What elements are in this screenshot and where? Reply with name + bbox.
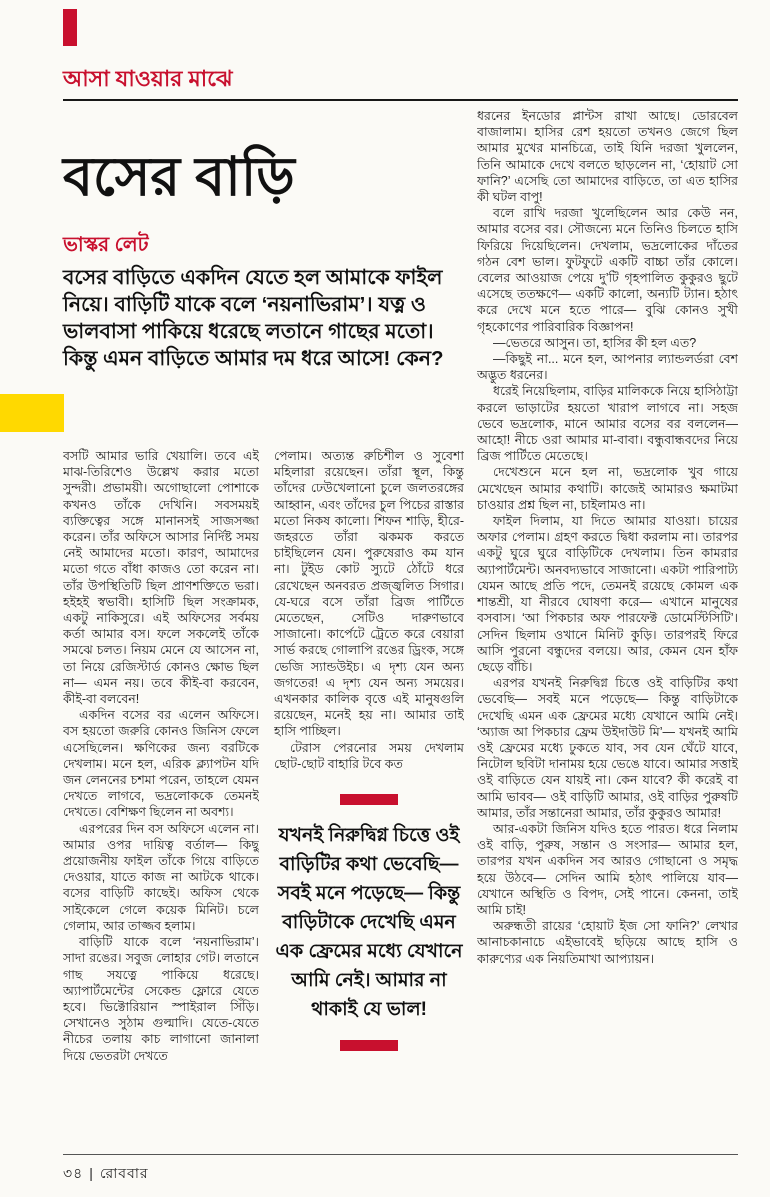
article-title: বসের বাড়ি (63, 147, 295, 207)
paragraph: বাড়িটি যাকে বলে ‘নয়নাভিরাম’। সাদা রঙের। সবুজ লোহার গেট। লতানে গাছ সযত্নে পাকিয়ে ধরেছে। অ্যাপার্টমেন্টের সেকেন্ড ফ্লোরে যেতে হবে। ভিক্টোরিয়ান স্পাইরাল সিঁড়ি। সেখানেও সুঠাম গুল্মাদি। যেতে-যেতে নীচের তলায় কাচ লাগানো জানালা দিয়ে ভেতরটা দেখতে (63, 935, 259, 1063)
article-standfirst: বসের বাড়িতে একদিন যেতে হল আমাকে ফাইল নিয়ে। বাড়িটি যাকে বলে ‘নয়নাভিরাম’। যত্ন ও ভালবাসা পাকিয়ে ধরেছে লতানে গাছের মতো। কিন্তু এমন বাড়িতে আমার দম ধরে আসে! কেন? (63, 266, 444, 370)
paragraph: ধরেই নিয়েছিলাম, বাড়ির মালিককে নিয়ে হাসিঠাট্টা করলে ভাড়াটের হয়তো খারাপ লাগবে না। সহজ ভেবে ভদ্রলোক, মানে আমার বসের বর বললেন— আহো! নীচে ওরা আমার মা-বাবা। বন্ধুবান্ধবদের নিয়ে ব্রিজ পার্টিতে মেতেছে। (477, 384, 738, 464)
paragraph: পেলাম। অত্যন্ত রুচিশীল ও সুবেশা মহিলারা রয়েছেন। তাঁরা স্থূল, কিন্তু তাঁদের ঢেউখেলানো চুলে জলতরঙ্গের আহ্বান, এবং তাঁদের চুল পিচের রাস্তার মতো নিকষ কালো। শিফন শাড়ি, হীরে-জহরতে তাঁরা ঝকমক করতে চাইছিলেন যেন। পুরুষেরাও কম যান না। টুইড কোট স্যুটে ঠোঁটে ধরে রেখেছেন অনবরত প্রজ্জ্বলিত সিগার। যে-ঘরে বসে তাঁরা ব্রিজ পার্টিতে মেতেছেন, সেটিও দারুণভাবে সাজানো। কার্পেটে ট্রেতে করে বেয়ারা সার্ভ করছে গোলাপি রঙের ড্রিংক, সঙ্গে ভেজি স্যান্ডউইচ। এ দৃশ্য যেন অন্য জগতের! এ দৃশ্য যেন অন্য সময়ের। এখনকার কালিক বৃত্তে এই মানুষগুলি রয়েছেন, মনেই হয় না। আমার তাই হাসি পাচ্ছিল। (274, 449, 464, 739)
red-corner-mark (63, 9, 77, 46)
paragraph: এরপরের দিন বস অফিসে এলেন না। আমার ওপর দায়িত্ব বর্তাল— কিছু প্রয়োজনীয় ফাইল তাঁকে গিয়ে বাড়িতে দেওয়ার, যাতে কাজ না আটকে থাকে। বসের বাড়িটি কাছেই। অফিস থেকে সাইকেলে গেলে কয়েক মিনিট। চলে গেলাম, আর তাজ্জব হলাম। (63, 821, 259, 933)
paragraph: এরপর যখনই নিরুদ্বিগ্ন চিত্তে ওই বাড়িটির কথা ভেবেছি— সবই মনে পড়েছে— কিন্তু বাড়িটাকে দেখেছি এমন এক ফ্রেমের মধ্যে যেখানে আমি নেই। ‘অ্যাজ আ পিকচার ফ্রেম উইদাউট মি’— যখনই আমি ওই ফ্রেমের মধ্যে ঢুকতে যাব, সব যেন ঘেঁটে যাবে, নিটোল ছবিটা দানাময় হয়ে ভেঙে যাবে। আমার সত্তাই ওই বাড়িতে যেন যায়ই না। কেন যাবে? কী করেই বা আমি ভাবব— ওই বাড়িটি আমার, ওই বাড়ির পুরুষটি আমার, তাঁর সন্তানেরা আমার, তাঁর কুকুরও আমার! (477, 676, 738, 820)
article-author: ভাস্কর লেট (63, 234, 149, 256)
section-header: আসা যাওয়ার মাঝে (63, 66, 233, 91)
paragraph: বলে রাখি দরজা খুলেছিলেন আর কেউ নন, আমার বসের বর। সৌজন্যে মনে তিনিও চিলতে হাসি ফিরিয়ে দিয়েছিলেন। দেখলাম, ভদ্রলোকের দাঁতের গঠন বেশ ভাল। ফুটফুটে একটি বাচ্চা তাঁর কোলে। বেলের আওয়াজ পেয়ে দু’টি গৃহপালিত কুকুরও ছুটে এসেছে ততক্ষণে— একটি কালো, অন্যটি ট্যান। হঠাৎ করে দেখে মনে হতে পারে— বুঝি কোনও সুখী গৃহকোণের পারিবারিক বিজ্ঞাপন! (477, 206, 738, 334)
page-footer (63, 1162, 149, 1186)
paragraph: বসটি আমার ভারি খেয়ালি। তবে এই মাঝ-তিরিশেও উল্লেখ করার মতো সুন্দরী। প্রভাময়ী। অগোছালো পোশাকে কখনও তাঁকে দেখিনি। সবসময়ই ব্যক্তিত্বের সঙ্গে মানানসই সাজসজ্জা করেন। তাঁর অফিসে আসার নির্দিষ্ট সময় নেই আমাদের মতো। কারণ, আমাদের মতো গতে বাঁধা কাজও তো করেন না। তাঁর উপস্থিতিটি ছিল প্রাণশক্তিতে ভরা। হইহই স্বভাবী। হাসিটি ছিল সংক্রামক, একটু নাকিসুরে। এই অফিসের সর্বময় কর্তা আমার বস। ফলে সকলেই তাঁকে সমঝে চলত। নিয়ম মেনে যে আসেন না, তা নিয়ে রেজিস্টার্ড কোনও ক্ষোভ ছিল না— এমন নয়। তবে কীই-বা করবেন, কীই-বা বলবেন! (63, 449, 259, 707)
paragraph: টেরাস পেরনোর সময় দেখলাম ছোট-ছোট বাহারি টবে কত (274, 740, 464, 771)
paragraph: ফাইল দিলাম, যা দিতে আমার যাওয়া। চায়ের অফার পেলাম। গ্রহণ করতে দ্বিধা করলাম না। তারপর একটু ঘুরে ঘুরে বাড়িটিকে দেখলাম। তিন কামরার অ্যাপার্টমেন্ট। অনবদ্যভাবে সাজানো। একটা পারিপাট্য যেমন আছে প্রতি পদে, তেমনই রয়েছে কোমল এক শান্তশ্রী, যা নীরবে ঘোষণা করে— এখানে মানুষের বসবাস। ‘আ পিকচার অফ পারফেক্ট ডোমেস্টিসিটি’। সেদিন ছিলাম ওখানে মিনিট কুড়ি। তারপরই ফিরে আসি পুরনো বন্ধুদের বলয়ে। আর, কেমন যেন হাঁফ ছেড়ে বাঁচি। (477, 514, 738, 674)
footer-separator: | (89, 1165, 94, 1181)
magazine-name: রোববার (99, 1165, 149, 1181)
column-2-paragraphs (274, 448, 464, 772)
paragraph: দেখেশুনে মনে হল না, ভদ্রলোক খুব গায়ে মেখেছেন আমার কথাটি। কাজেই আমারও ক্ষমাটমা চাওয়ার প্রশ্ন ছিল না, চাইলামও না। (477, 465, 738, 512)
pullquote-bottom-bar (340, 1040, 398, 1051)
header-rule (63, 99, 738, 101)
body-column-3 (477, 108, 738, 1152)
body-column-2 (274, 448, 464, 1152)
paragraph: —কিছুই না... মনে হল, আপনার ল্যান্ডলর্ডরা বেশ অদ্ভুত ধরনের। (477, 352, 738, 383)
footer-rule (63, 1154, 738, 1155)
page-number: ৩৪ (63, 1165, 84, 1181)
paragraph: একদিন বসের বর এলেন অফিসে। বস হয়তো জরুরি কোনও জিনিস ফেলে এসেছিলেন। ক্ষণিকের জন্য বরটিকে দেখলাম। মনে হল, এরিক ক্ল্যাপটন যদি জন লেননের চশমা পরেন, তাহলে যেমন দেখতে লাগবে, ভদ্রলোককে তেমনই দেখতে। বেশিক্ষণ ছিলেন না অবশ্য। (63, 708, 259, 820)
paragraph: ধরনের ইনডোর প্লান্টস রাখা আছে। ডোরবেল বাজালাম। হাসির রেশ হয়তো তখনও জেগে ছিল আমার মুখের মানচিত্রে, তাই যিনি দরজা খুললেন, তিনি আমাকে দেখে বলতে ছাড়লেন না, ‘হোয়াট সো ফানি?’ এসেছি তো আমাদের বাড়িতে, তা এত হাসির কী ঘটল বাপু! (477, 109, 738, 205)
paragraph: —ভেতরে আসুন। তা, হাসির কী হল এত? (493, 335, 697, 350)
pullquote-text: যখনই নিরুদ্বিগ্ন চিত্তে ওই বাড়িটির কথা ভেবেছি— সবই মনে পড়েছে— কিন্তু বাড়িটাকে দেখেছি এমন এক ফ্রেমের মধ্যে যেখানে আমি নেই। আমার না থাকাই যে ভাল! (275, 825, 463, 1021)
pullquote-block (274, 794, 464, 1051)
pullquote-top-bar (340, 794, 398, 805)
body-column-1 (63, 448, 259, 1152)
yellow-margin-mark (0, 394, 64, 432)
paragraph: আর-একটা জিনিস যদিও হতে পারত। ধরে নিলাম ওই বাড়ি, পুরুষ, সন্তান ও সংসার— আমার হল, তারপর যখন একদিন সব আরও গোছানো ও সমৃদ্ধ হয়ে উঠবে— সেদিন আমি হঠাৎ পালিয়ে যাব— যেখানে অস্থিতি ও বিপদ, সেই পানে। কেননা, তাই আমি চাই! (477, 821, 738, 917)
paragraph: অরুন্ধতী রায়ের ‘হোয়াট ইজ সো ফানি?’ লেখার আনাচকানাচে এইভাবেই ছড়িয়ে আছে হাসি ও কারুণ্যের এক নিয়তিমাখা আপ্যায়ন। (477, 919, 738, 966)
